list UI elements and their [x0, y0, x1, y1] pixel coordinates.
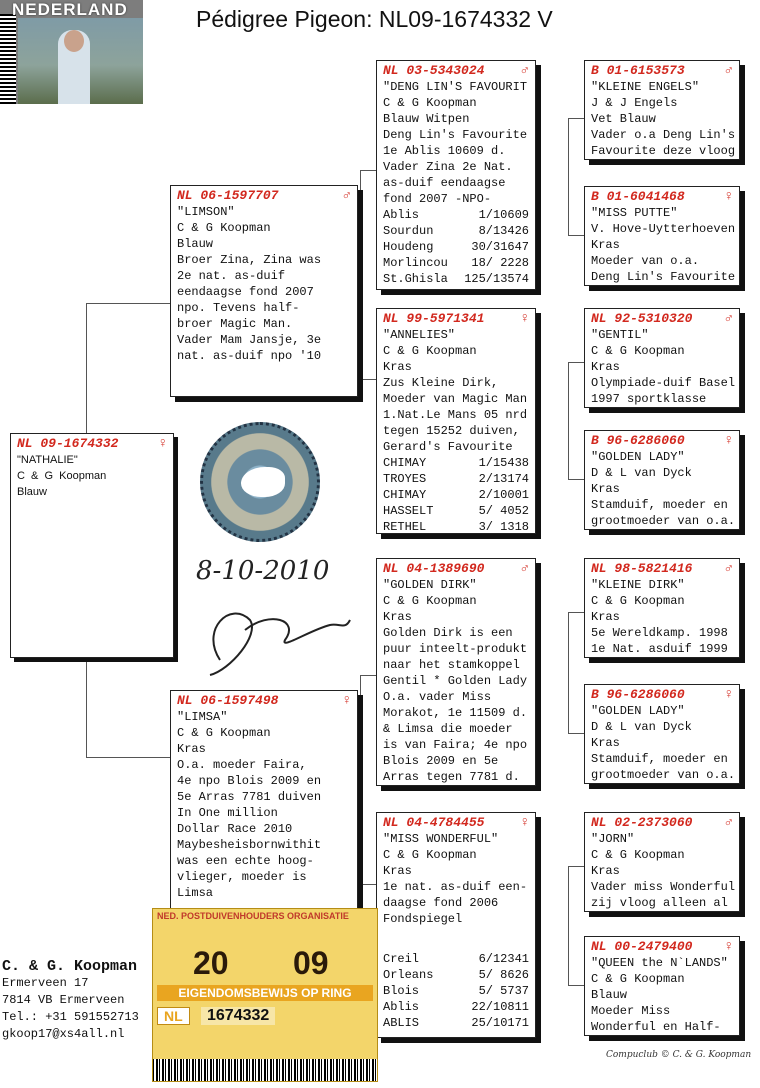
pigeon-card-fmm	[584, 430, 740, 530]
connector-subject-father	[86, 303, 174, 433]
card-line: Blauw	[591, 988, 628, 1002]
card-line: "GOLDEN DIRK"	[383, 578, 477, 592]
sex-symbol: ♀	[520, 815, 529, 831]
card-line: grootmoeder van o.a.	[591, 514, 736, 528]
pigeon-card-father	[170, 185, 358, 397]
sex-symbol: ♀	[724, 687, 733, 703]
card-line: C & G Koopman	[383, 96, 477, 110]
card-line: Limsa	[177, 886, 214, 900]
card-line: C & G Koopman	[177, 221, 271, 235]
ring-number: NL 09-1674332	[17, 436, 119, 451]
signature	[190, 590, 360, 680]
card-line: "QUEEN the N`LANDS"	[591, 956, 728, 970]
ring-year-left: 20	[193, 945, 229, 981]
sex-symbol: ♂	[724, 63, 733, 79]
card-line: In One million	[177, 806, 278, 820]
card-line: Blauw	[177, 237, 214, 251]
card-line: Kras	[383, 360, 412, 374]
pigeon-card-maternal-grandfather	[376, 558, 536, 786]
result-row: CHIMAY 2/10001	[383, 488, 529, 502]
card-line: "MISS WONDERFUL"	[383, 832, 499, 846]
ring-prefix: NL	[157, 1007, 190, 1025]
address-line: Tel.: +31 591552713	[2, 1010, 139, 1024]
stamp-barcode	[0, 14, 16, 104]
ring-number: NL 98-5821416	[591, 561, 693, 576]
sex-symbol: ♂	[724, 815, 733, 831]
pigeon-card-mmf	[584, 812, 740, 912]
connector-ff-parents	[568, 118, 584, 236]
card-line: tegen 15252 duiven,	[383, 424, 520, 438]
sex-symbol: ♀	[342, 693, 351, 709]
card-line: Gerard's Favourite	[383, 440, 513, 454]
card-line: Kras	[177, 742, 206, 756]
pigeon-card-paternal-grandfather	[376, 60, 536, 290]
card-line: Golden Dirk is een	[383, 626, 513, 640]
nederland-stamp	[0, 0, 143, 104]
card-line: O.a. moeder Faira,	[177, 758, 307, 772]
card-line: Morakot, 1e 11509 d.	[383, 706, 528, 720]
card-line: Vader Zina 2e Nat.	[383, 160, 513, 174]
card-line: Fondspiegel	[383, 912, 463, 926]
result-row: ABLIS 25/10171	[383, 1016, 529, 1030]
connector-mm-parents	[568, 866, 584, 986]
ring-number: NL 03-5343024	[383, 63, 485, 78]
connector-mf-parents	[568, 612, 584, 734]
page-title: Pédigree Pigeon: NL09-1674332 V	[196, 6, 553, 32]
sex-symbol: ♂	[724, 311, 733, 327]
card-line: Kras	[591, 238, 620, 252]
card-line: Moeder van o.a.	[591, 254, 700, 268]
card-line: C & G Koopman	[17, 470, 107, 482]
result-row: Sourdun 8/13426	[383, 224, 529, 238]
ring-number: NL 04-1389690	[383, 561, 485, 576]
card-line: was een echte hoog-	[177, 854, 314, 868]
card-line: Maybesheisbornwithit	[177, 838, 322, 852]
ring-number-card: 1674332	[201, 1007, 275, 1025]
address-line: 7814 VB Ermerveen	[2, 993, 125, 1007]
pigeon-card-fmf	[584, 308, 740, 408]
card-line: Deng Lin's Favourite	[591, 270, 736, 284]
result-row: Houdeng 30/31647	[383, 240, 529, 254]
ring-number: NL 02-2373060	[591, 815, 693, 830]
sex-symbol: ♂	[724, 561, 733, 577]
card-line: 5e Wereldkamp. 1998	[591, 626, 728, 640]
ring-number: B 01-6041468	[591, 189, 685, 204]
address-line: Ermerveen 17	[2, 976, 89, 990]
result-row: Creil 6/12341	[383, 952, 529, 966]
sex-symbol: ♂	[520, 63, 529, 79]
breeder-name: C. & G. Koopman	[2, 958, 138, 975]
address-line: gkoop17@xs4all.nl	[2, 1027, 125, 1041]
card-line: Kras	[591, 482, 620, 496]
connector-father-ff	[360, 170, 376, 380]
card-line: Vader o.a Deng Lin's	[591, 128, 736, 142]
card-line: Blauw	[17, 486, 47, 498]
footer-credit: Compuclub © C. & G. Koopman	[606, 1050, 752, 1060]
pigeon-card-ffm	[584, 186, 740, 286]
card-line: "LIMSON"	[177, 205, 235, 219]
card-line: as-duif eendaagse	[383, 176, 506, 190]
card-line: C & G Koopman	[383, 344, 477, 358]
ring-number: NL 92-5310320	[591, 311, 693, 326]
card-line: Kras	[591, 736, 620, 750]
card-line: C & G Koopman	[591, 972, 685, 986]
card-line: Kras	[591, 864, 620, 878]
result-row: TROYES 2/13174	[383, 472, 529, 486]
card-line: Dollar Race 2010	[177, 822, 293, 836]
card-line: puur inteelt-produkt	[383, 642, 528, 656]
card-line: 5e Arras 7781 duiven	[177, 790, 322, 804]
card-line: "GOLDEN LADY"	[591, 704, 685, 718]
card-line: daagse fond 2006	[383, 896, 499, 910]
card-line: O.a. vader Miss	[383, 690, 492, 704]
card-line: Deng Lin's Favourite	[383, 128, 528, 142]
card-line: Kras	[383, 610, 412, 624]
card-line: D & L van Dyck	[591, 720, 692, 734]
card-line: 1997 sportklasse	[591, 392, 707, 406]
card-line: is van Faira; 4e npo	[383, 738, 528, 752]
card-line: J & J Engels	[591, 96, 678, 110]
card-line: Zus Kleine Dirk,	[383, 376, 499, 390]
card-line: 4e npo Blois 2009 en	[177, 774, 322, 788]
card-line: "DENG LIN'S FAVOURIT	[383, 80, 528, 94]
card-line: Kras	[383, 864, 412, 878]
card-line: C & G Koopman	[591, 848, 685, 862]
breeder-address	[2, 958, 139, 1043]
card-line: C & G Koopman	[591, 594, 685, 608]
handwritten-date: 8-10-2010	[196, 556, 330, 586]
card-line: Blois 2009 en 5e	[383, 754, 499, 768]
connector-fm-parents	[568, 362, 584, 480]
ring-barcode	[153, 1059, 377, 1081]
ring-ownership-card	[152, 908, 378, 1082]
sex-symbol: ♂	[342, 188, 351, 204]
sex-symbol: ♂	[520, 561, 529, 577]
card-line: vlieger, moeder is	[177, 870, 307, 884]
ring-number: B 96-6286060	[591, 687, 685, 702]
pigeon-card-fff	[584, 60, 740, 160]
ring-number: NL 06-1597498	[177, 693, 279, 708]
card-line: nat. as-duif npo '10	[177, 349, 322, 363]
card-line: Kras	[591, 610, 620, 624]
card-line: npo. Tevens half-	[177, 301, 300, 315]
result-row: Ablis 22/10811	[383, 1000, 529, 1014]
card-line: Arras tegen 7781 d.	[383, 770, 520, 784]
card-line: Moeder Miss	[591, 1004, 671, 1018]
card-line: C & G Koopman	[591, 344, 685, 358]
card-line: "GENTIL"	[591, 328, 649, 342]
card-line: & Limsa die moeder	[383, 722, 513, 736]
ring-number: NL 06-1597707	[177, 188, 279, 203]
card-line: zij vloog alleen al	[591, 896, 728, 910]
card-line: C & G Koopman	[177, 726, 271, 740]
card-line: "KLEINE ENGELS"	[591, 80, 700, 94]
card-line: eendaagse fond 2007	[177, 285, 314, 299]
card-line: Vet Blauw	[591, 112, 656, 126]
connector-subject-mother	[86, 658, 174, 758]
ring-org: NED. POSTDUIVENHOUDERS ORGANISATIE	[157, 911, 349, 921]
card-line: C & G Koopman	[383, 848, 477, 862]
card-line: 1e nat. as-duif een-	[383, 880, 528, 894]
card-line: fond 2007 -NPO-	[383, 192, 492, 206]
result-row: St.Ghisla 125/13574	[383, 272, 529, 286]
result-row: CHIMAY 1/15438	[383, 456, 529, 470]
result-row: Morlincou 18/ 2228	[383, 256, 529, 270]
ring-number: NL 00-2479400	[591, 939, 693, 954]
card-line: C & G Koopman	[383, 594, 477, 608]
card-line: 1.Nat.Le Mans 05 nrd	[383, 408, 528, 422]
pigeon-card-mff	[584, 558, 740, 658]
card-line: "GOLDEN LADY"	[591, 450, 685, 464]
result-row: Ablis 1/10609	[383, 208, 529, 222]
card-line: Kras	[591, 360, 620, 374]
card-line: 2e nat. as-duif	[177, 269, 286, 283]
card-line: "NATHALIE"	[17, 454, 78, 466]
pigeon-icon	[241, 467, 285, 497]
card-line: "ANNELIES"	[383, 328, 456, 342]
sex-symbol: ♀	[724, 433, 733, 449]
card-line: broer Magic Man.	[177, 317, 293, 331]
card-line: Stamduif, moeder en	[591, 752, 728, 766]
sex-symbol: ♀	[724, 939, 733, 955]
ring-band: EIGENDOMSBEWIJS OP RING	[157, 985, 373, 1001]
ring-year-right: 09	[293, 945, 329, 981]
card-line: grootmoeder van o.a.	[591, 768, 736, 782]
ring-number: B 01-6153573	[591, 63, 685, 78]
sex-symbol: ♀	[520, 311, 529, 327]
pigeon-card-subject	[10, 433, 174, 658]
card-line: "JORN"	[591, 832, 635, 846]
card-line: 1e Ablis 10609 d.	[383, 144, 506, 158]
card-line: Moeder van Magic Man	[383, 392, 528, 406]
card-line: Favourite deze vloog	[591, 144, 736, 158]
result-row: Blois 5/ 5737	[383, 984, 529, 998]
connector-mother-mf	[360, 675, 376, 885]
ring-number: NL 99-5971341	[383, 311, 485, 326]
card-line: naar het stamkoppel	[383, 658, 520, 672]
card-line: 1e Nat. asduif 1999	[591, 642, 728, 656]
card-line: Broer Zina, Zina was	[177, 253, 322, 267]
card-line: "MISS PUTTE"	[591, 206, 678, 220]
card-line: "LIMSA"	[177, 710, 228, 724]
pigeon-card-mother	[170, 690, 358, 912]
pigeon-card-paternal-grandmother	[376, 308, 536, 534]
pigeon-card-mfm	[584, 684, 740, 784]
card-line: D & L van Dyck	[591, 466, 692, 480]
result-row: RETHEL 3/ 1318	[383, 520, 529, 534]
pigeon-card-mmm	[584, 936, 740, 1036]
sex-symbol: ♀	[724, 189, 733, 205]
result-row: HASSELT 5/ 4052	[383, 504, 529, 518]
sex-symbol: ♀	[158, 436, 167, 452]
card-line: V. Hove-Uytterhoeven	[591, 222, 736, 236]
ring-number: NL 04-4784455	[383, 815, 485, 830]
result-row: Orleans 5/ 8626	[383, 968, 529, 982]
card-line: Vader miss Wonderful	[591, 880, 736, 894]
stamp-person-head	[64, 30, 84, 52]
card-line: Gentil * Golden Lady	[383, 674, 528, 688]
stamp-country: NEDERLAND	[12, 0, 128, 19]
ring-number: B 96-6286060	[591, 433, 685, 448]
pigeon-card-maternal-grandmother	[376, 812, 536, 1038]
card-line: Blauw Witpen	[383, 112, 470, 126]
card-line: "KLEINE DIRK"	[591, 578, 685, 592]
card-line: Wonderful en Half-	[591, 1020, 721, 1034]
hologram-seal	[200, 422, 320, 542]
card-line: Stamduif, moeder en	[591, 498, 728, 512]
card-line: Olympiade-duif Basel	[591, 376, 736, 390]
card-line: Vader Mam Jansje, 3e	[177, 333, 322, 347]
